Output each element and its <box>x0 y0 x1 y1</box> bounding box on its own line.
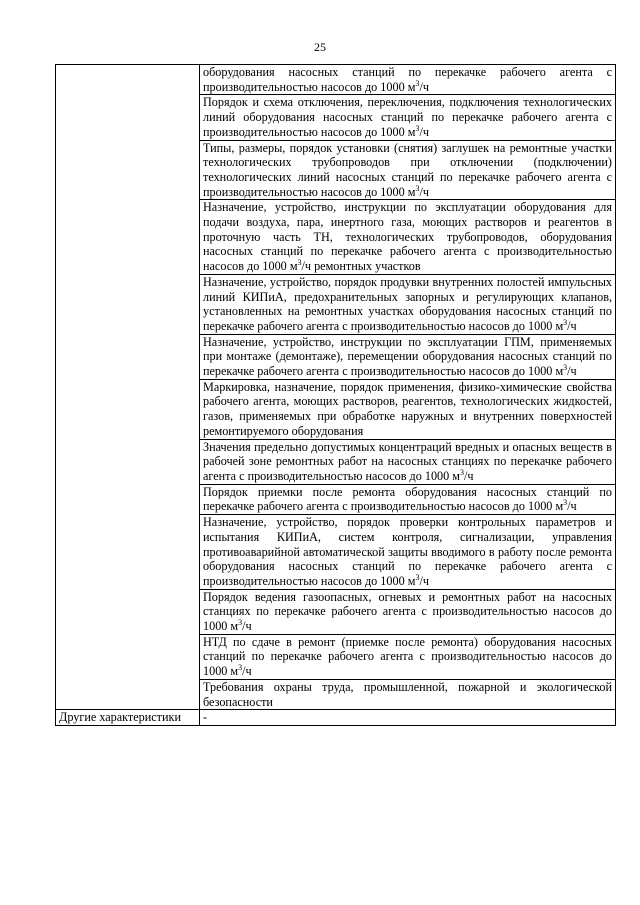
row-label <box>56 65 200 710</box>
cubic-superscript: 3 <box>238 618 243 628</box>
cubic-superscript: 3 <box>415 572 420 582</box>
cubic-superscript: 3 <box>297 258 302 268</box>
row-text: - <box>200 710 616 726</box>
cubic-superscript: 3 <box>415 78 420 88</box>
table-row <box>56 65 616 95</box>
cubic-superscript: 3 <box>415 183 420 193</box>
row-text: Порядок и схема отключения, переключения, подключения технологических линий оборудования насосных станций по перекачке рабочего агента с производительностью насосов до 1000 $м^3/ч$ <box>200 95 616 140</box>
page-number: 25 <box>314 40 326 54</box>
row-text: Требования охраны труда, промышленной, пожарной и экологической безопасности <box>200 679 616 709</box>
row-text: Порядок ведения газоопасных, огневых и ремонтных работ на насосных станциях по перекачке рабочего агента с производительностью насосов до 1000 $м^3/ч$ <box>200 589 616 634</box>
row-text: Типы, размеры, порядок установки (снятия) заглушек на ремонтные участки технологических трубопроводов при отключении (подключении) технологических линий насосных станций по перекачке рабочего агента с производительностью насосов до 1000 $м^3/ч$ <box>200 140 616 200</box>
row-text: Назначение, устройство, порядок продувки внутренних полостей импульсных линий КИПиА, предохранительных запорных и регулирующих клапанов, установленных на ремонтных участках оборудования насосных станций по перекачке рабочего агента с производительностью насосов до 1000 $м^3/ч$ <box>200 274 616 334</box>
table-body <box>56 65 616 726</box>
cubic-superscript: 3 <box>415 123 420 133</box>
row-text: Значения предельно допустимых концентраций вредных и опасных веществ в рабочей зоне ремонтных работ на насосных станциях по перекачке рабочего агента с производительностью насосов до 1000 $м^3/ч$ <box>200 439 616 484</box>
cubic-superscript: 3 <box>563 498 568 508</box>
cubic-superscript: 3 <box>460 467 465 477</box>
row-text: Назначение, устройство, инструкции по эксплуатации оборудования для подачи воздуха, пара, инертного газа, моющих растворов и реагентов в проточную часть ТН, технологических трубопроводов, оборудования насосных станций по перекачке рабочего агента с производительностью насосов до 1000 $м^3/ч$ ремонтных участков <box>200 200 616 275</box>
row-text: Назначение, устройство, порядок проверки контрольных параметров и испытания КИПиА, систем контроля, сигнализации, управления противоаварийной автоматической защиты вводимого в работу после ремонта оборудования насосных станций по перекачке рабочего агента с производительностью насосов до 1000 $м^3/ч$ <box>200 515 616 590</box>
cubic-superscript: 3 <box>238 663 243 673</box>
row-text: Маркировка, назначение, порядок применения, физико-химические свойства рабочего агента, моющих растворов, реагентов, технологических жидкостей, газов, применяемых при обработке наружных и внутренних поверхностей ремонтируемого оборудования <box>200 379 616 439</box>
row-text: оборудования насосных станций по перекачке рабочего агента с производительностью насосов до 1000 $м^3/ч$ <box>200 65 616 95</box>
table-row <box>56 710 616 726</box>
row-label: Другие характеристики <box>56 710 200 726</box>
row-text: Порядок приемки после ремонта оборудования насосных станций по перекачке рабочего агента с производительностью насосов до 1000 $м^3/ч$ <box>200 484 616 514</box>
row-text: НТД по сдаче в ремонт (приемке после ремонта) оборудования насосных станций по перекачке рабочего агента с производительностью насосов до 1000 $м^3/ч$ <box>200 634 616 679</box>
row-text: Назначение, устройство, инструкции по эксплуатации ГПМ, применяемых при монтаже (демонтаже), перемещении оборудования насосных станций по перекачке рабочего агента с производительностью насосов до 1000 $м^3/ч$ <box>200 334 616 379</box>
cubic-superscript: 3 <box>563 317 568 327</box>
requirements-table <box>55 64 616 726</box>
cubic-superscript: 3 <box>563 363 568 373</box>
